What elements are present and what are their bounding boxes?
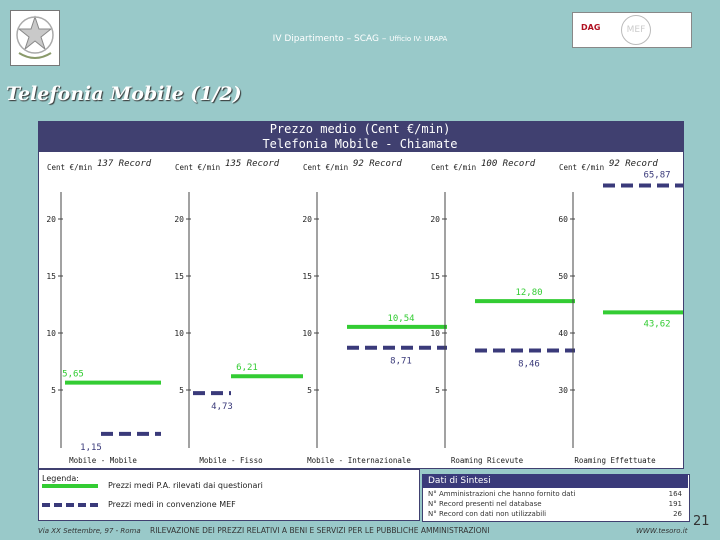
record-count: 100 Record <box>481 159 536 169</box>
footer-address: Via XX Settembre, 97 - Roma <box>38 527 141 535</box>
y-tick-label: 20 <box>302 215 312 224</box>
y-axis-label: Cent €/min <box>559 163 605 172</box>
department-name: IV Dipartimento – SCAG – <box>272 34 390 44</box>
sintesi-row-value: 26 <box>673 510 682 518</box>
sintesi-row-label: N° Record con dati non utilizzabili <box>428 510 547 518</box>
y-tick-label: 10 <box>46 329 56 338</box>
y-axis-label: Cent €/min <box>47 163 93 172</box>
legend-title: Legenda: <box>42 474 79 483</box>
chart-title-line2: Telefonia Mobile - Chiamate <box>262 137 458 151</box>
value-label-questionari: 43,62 <box>643 319 671 330</box>
y-tick-label: 10 <box>174 329 184 338</box>
sintesi-row-value: 191 <box>668 500 682 508</box>
y-tick-label: 20 <box>46 215 56 224</box>
category-label: Roaming Ricevute <box>450 456 524 465</box>
mef-logo: MEF <box>621 15 651 45</box>
y-tick-label: 20 <box>430 215 440 224</box>
record-count: 92 Record <box>609 159 658 169</box>
category-label: Roaming Effettuate <box>574 456 656 465</box>
record-count: 135 Record <box>225 159 280 169</box>
y-tick-label: 15 <box>46 272 56 281</box>
y-tick-label: 10 <box>302 329 312 338</box>
legend-navy-swatch <box>42 503 98 507</box>
y-tick-label: 10 <box>430 329 440 338</box>
sintesi-row-label: N° Record presenti nel database <box>428 500 542 508</box>
y-tick-label: 5 <box>435 386 440 395</box>
department-header <box>0 34 720 44</box>
value-label-convenzione: 4,73 <box>211 402 233 413</box>
y-tick-label: 60 <box>558 215 568 224</box>
chart-title <box>38 122 682 152</box>
y-tick-label: 30 <box>558 386 568 395</box>
sintesi-row-label: N° Amministrazioni che hanno fornito dati <box>428 490 576 498</box>
sintesi-title: Dati di Sintesi <box>422 474 688 488</box>
y-tick-label: 5 <box>307 386 312 395</box>
charts-svg <box>39 122 683 468</box>
sintesi-row-value: 164 <box>668 490 682 498</box>
dag-logo: DAG <box>581 23 601 32</box>
value-label-questionari: 5,65 <box>62 369 84 380</box>
y-tick-label: 40 <box>558 329 568 338</box>
y-axis-label: Cent €/min <box>175 163 221 172</box>
legend-navy-label: Prezzi medi in convenzione MEF <box>108 500 236 509</box>
y-tick-label: 5 <box>51 386 56 395</box>
y-tick-label: 50 <box>558 272 568 281</box>
record-count: 92 Record <box>353 159 402 169</box>
legend-box <box>38 469 420 521</box>
category-label: Mobile - Fisso <box>199 456 263 465</box>
value-label-questionari: 6,21 <box>236 363 258 374</box>
office-name: Ufficio IV: URAPA <box>389 35 448 43</box>
legend-green-swatch <box>42 484 98 488</box>
y-tick-label: 15 <box>430 272 440 281</box>
chart-title-line1: Prezzo medio (Cent €/min) <box>269 122 451 136</box>
page-number: 21 <box>693 514 710 529</box>
value-label-convenzione: 8,46 <box>518 359 540 370</box>
record-count: 137 Record <box>97 159 152 169</box>
category-label: Mobile - Internazionale <box>307 456 411 465</box>
y-tick-label: 20 <box>174 215 184 224</box>
value-label-convenzione: 65,87 <box>643 170 671 181</box>
y-axis-label: Cent €/min <box>303 163 349 172</box>
value-label-questionari: 12,80 <box>515 288 543 299</box>
category-label: Mobile - Mobile <box>69 456 137 465</box>
footer-website: WWW.tesoro.it <box>636 527 688 535</box>
chart-panel <box>38 121 684 469</box>
value-label-convenzione: 1,15 <box>80 442 102 453</box>
y-axis-label: Cent €/min <box>431 163 477 172</box>
value-label-convenzione: 8,71 <box>390 356 412 367</box>
y-tick-label: 15 <box>174 272 184 281</box>
y-tick-label: 15 <box>302 272 312 281</box>
value-label-questionari: 10,54 <box>387 313 415 324</box>
y-tick-label: 5 <box>179 386 184 395</box>
legend-green-label: Prezzi medi P.A. rilevati dai questionari <box>108 481 263 490</box>
slide-title: Telefonia Mobile (1/2) <box>6 83 242 105</box>
footer-caption: RILEVAZIONE DEI PREZZI RELATIVI A BENI E SERVIZI PER LE PUBBLICHE AMMINISTRAZIONI <box>150 526 490 535</box>
